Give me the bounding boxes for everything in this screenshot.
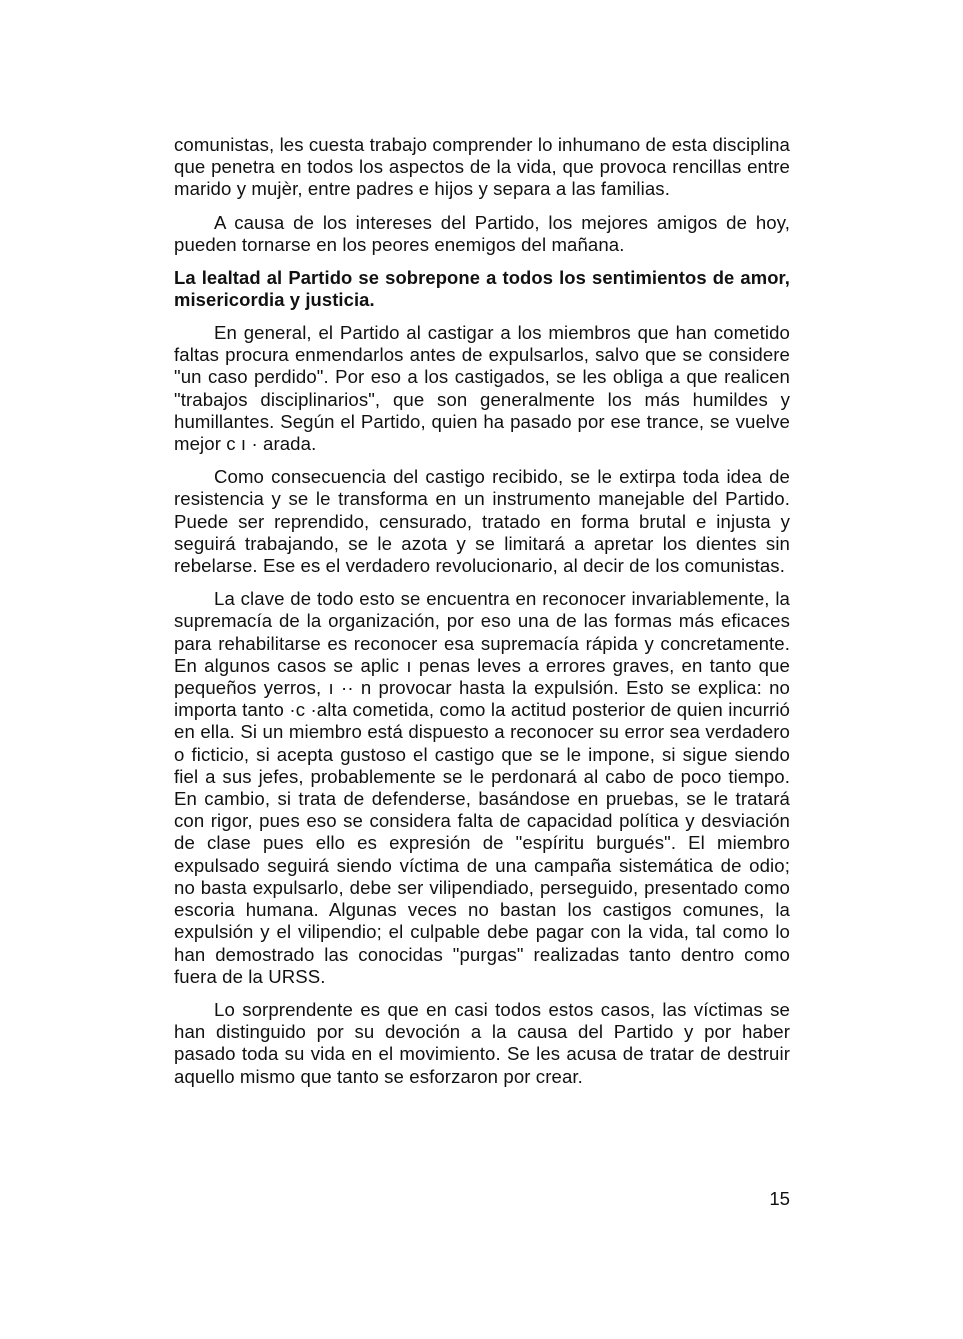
- paragraph-key: La clave de todo esto se encuentra en reconocer invariablemente, la supremacía de la organización, por eso una de las formas más eficaces para rehabilitarse es reconocer esa supremacía rápida y concretamente. En algunos casos se aplic ı penas leves a errores graves, en tanto que pequeños yerros, ı ·· n provocar hasta la expulsión. Esto se explica: no importa tanto ·c ·alta cometida, como la actitud posterior de quien incurrió en ella. Si un miembro está dispuesto a reconocer su error sea verdadero o ficticio, si acepta gustoso el castigo que se le impone, si sigue siendo fiel a sus jefes, probablemente se le perdonará al cabo de poco tiempo. En cambio, si trata de defenderse, basándose en pruebas, se le tratará con rigor, pues eso se considera falta de capacidad política y desviación de clase pues ello es expresión de "espíritu burgués". El miembro expulsado seguirá siendo víctima de una campaña sistemática de odio; no basta expulsarlo, debe ser vilipendiado, perseguido, presentado como escoria humana. Algunas veces no bastan los castigos comunes, la expulsión y el vilipendio; el culpable debe pagar con la vida, tal como lo han demostrado las conocidas "purgas" realizadas tanto dentro como fuera de la URSS.: [174, 588, 790, 987]
- paragraph-continuation: comunistas, les cuesta trabajo comprender lo inhumano de esta disciplina que penetra en todos los aspectos de la vida, que provoca rencillas entre marido y mujèr, entre padres e hijos y separa a las familias.: [174, 134, 790, 200]
- paragraph-punishment: En general, el Partido al castigar a los miembros que han cometido faltas procura enmendarlos antes de expulsarlos, salvo que se considere "un caso perdido". Por eso a los castigados, se les obliga a que realicen "trabajos disciplinarios", que son generalmente los más humildes y humillantes. Según el Partido, quien ha pasado por ese trance, se vuelve mejor c ı · arada.: [174, 322, 790, 455]
- page-number: 15: [769, 1188, 790, 1209]
- paragraph-loyalty-emphasis: La lealtad al Partido se sobrepone a todos los sentimientos de amor, misericordia y justicia.: [174, 267, 790, 311]
- paragraph-interests: A causa de los intereses del Partido, los mejores amigos de hoy, pueden tornarse en los peores enemigos del mañana.: [174, 211, 790, 255]
- page-body: [174, 134, 790, 1099]
- paragraph-consequence: Como consecuencia del castigo recibido, se le extirpa toda idea de resistencia y se le transforma en un instrumento manejable del Partido. Puede ser reprendido, censurado, tratado en forma brutal e injusta y seguirá trabajando, se le azota y se limitará a apretar los dientes sin rebelarse. Ese es el verdadero revolucionario, al decir de los comunistas.: [174, 466, 790, 577]
- paragraph-surprising: Lo sorprendente es que en casi todos estos casos, las víctimas se han distinguido por su devoción a la causa del Partido y por haber pasado toda su vida en el movimiento. Se les acusa de tratar de destruir aquello mismo que tanto se esforzaron por crear.: [174, 998, 790, 1087]
